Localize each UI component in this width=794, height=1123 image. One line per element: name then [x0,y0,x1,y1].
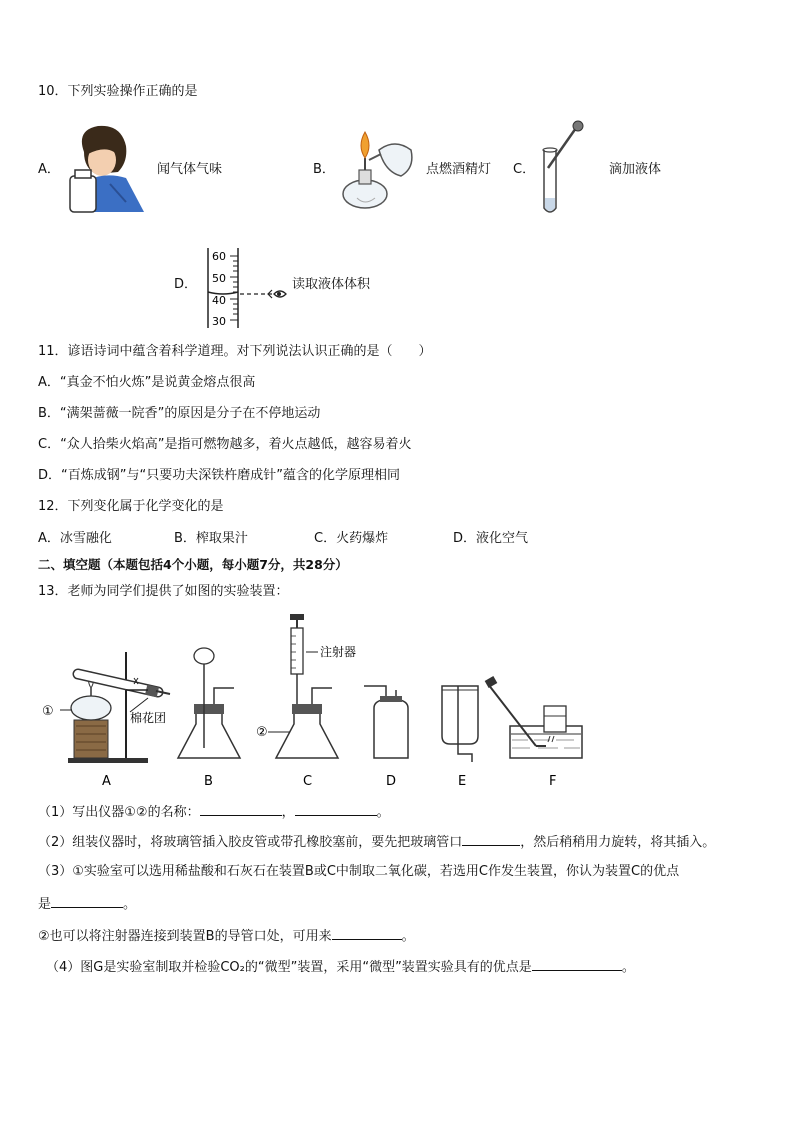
q12-stem: 12．下列变化属于化学变化的是 [38,499,224,514]
q13-part-3-line-1: （3）①实验室可以选用稀盐酸和石灰石在装置B或C中制取二氧化碳，若选用C作发生装置，你认为装置C的优点 [38,864,680,879]
q10-option-d-text: 读取液体体积 [292,277,371,292]
q13-stem: 13．老师为同学们提供了如图的实验装置： [38,584,289,599]
apparatus-d [364,686,408,758]
q10-stem: 10．下列实验操作正确的是 [38,84,198,99]
answer-blank-2[interactable] [462,832,520,846]
q13-part-4: （4）图G是实验室制取并检验CO₂的“微型”装置，采用“微型”装置实验具有的优点是 。 [46,957,635,977]
answer-blank-4[interactable] [532,957,622,971]
q11-option-c: C．“众人拾柴火焰高”是指可燃物越多，着火点越低，越容易着火 [38,437,412,452]
q13-part-2-prefix: （2）组装仪器时，将玻璃管插入胶皮管或带孔橡胶塞前，要先把玻璃管口 [38,835,463,850]
answer-blank-1b[interactable] [295,802,377,816]
apparatus-c-injector-label: 注射器 [320,645,357,659]
apparatus-a-cotton-label: 棉花团 [130,711,167,725]
q11-option-d: D．“百炼成钢”与“只要功夫深铁杵磨成针”蕴含的化学原理相同 [38,468,400,483]
q13-part-3-line-2: 是 。 [38,894,136,914]
apparatus-e [442,686,478,762]
answer-blank-3b[interactable] [332,926,402,940]
q12-option-d: D．液化空气 [453,531,529,546]
cylinder-tick-50: 50 [212,272,226,285]
apparatus-a-mark-1: ① [42,704,54,719]
q10-option-c-letter: C． [513,162,536,177]
q10-option-b-text: 点燃酒精灯 [426,162,492,177]
cylinder-tick-40: 40 [212,294,226,307]
lab-apparatus-figure [38,612,598,794]
q10-option-d-letter: D． [174,277,198,292]
apparatus-label-a: A [102,774,111,789]
apparatus-label-b: B [204,774,213,789]
answer-blank-3a[interactable] [51,894,123,908]
q13-part-2: （2）组装仪器时，将玻璃管插入胶皮管或带孔橡胶塞前，要先把玻璃管口 ，然后稍稍用力旋转，将其插入。 [38,832,715,852]
apparatus-b [178,648,240,758]
apparatus-a [60,652,170,763]
q10-option-c-text: 滴加液体 [609,162,662,177]
dropping-liquid-illustration [538,118,588,218]
q11-option-b: B．“满架蔷薇一院香”的原因是分子在不停地运动 [38,406,321,421]
apparatus-c-mark-2: ② [256,725,268,740]
apparatus-label-e: E [458,774,467,789]
cylinder-tick-60: 60 [212,250,226,263]
q13-part-1: （1）写出仪器①②的名称： ， 。 [38,802,390,822]
cylinder-tick-30: 30 [212,315,226,328]
q13-part-3b: ②也可以将注射器连接到装置B的导管口处，可用来 。 [38,926,415,946]
apparatus-label-f: F [549,774,557,789]
q12-option-c: C．火药爆炸 [314,531,389,546]
apparatus-f [485,676,582,758]
q11-option-a: A．“真金不怕火炼”是说黄金熔点很高 [38,375,256,390]
answer-blank-1a[interactable] [200,802,282,816]
q10-option-a-text: 闻气体气味 [157,162,223,177]
q13-part-1-prefix: （1）写出仪器①②的名称： [38,805,200,820]
apparatus-label-d: D [386,774,397,789]
section-heading: 二、填空题（本题包括4个小题，每小题7分，共28分） [38,557,348,572]
alcohol-lamp-lighting-illustration [335,128,417,214]
person-smelling-gas-illustration [66,122,146,214]
q12-option-a: A．冰雪融化 [38,531,112,546]
apparatus-c [268,614,338,758]
graduated-cylinder-reading-illustration [204,246,288,330]
q10-option-b-letter: B． [313,162,335,177]
q12-option-b: B．榨取果汁 [174,531,248,546]
apparatus-label-c: C [303,774,313,789]
q11-stem: 11．谚语诗词中蕴含着科学道理。对下列说法认识正确的是（ ） [38,344,432,359]
q10-option-a-letter: A． [38,162,60,177]
